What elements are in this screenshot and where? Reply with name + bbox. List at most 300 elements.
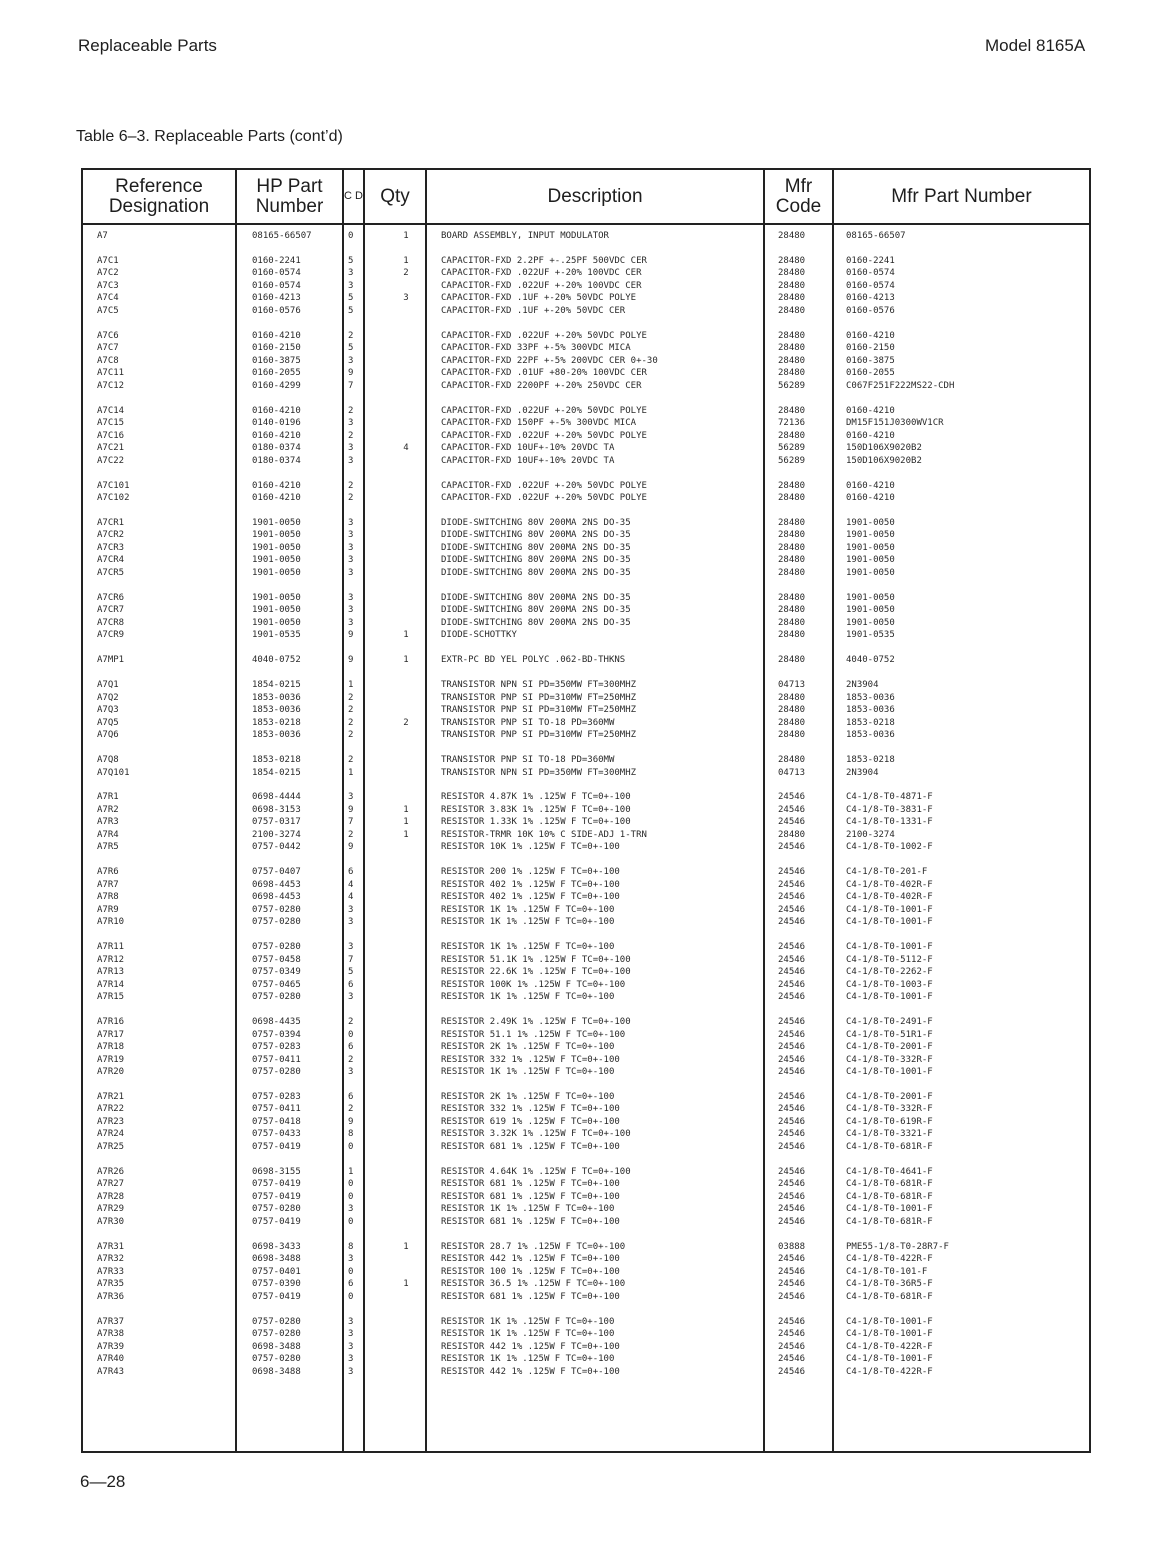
cd-digit: 3	[348, 455, 354, 466]
mfr-part-number: 0160-2055	[846, 368, 895, 379]
mfr-part-number: C4-1/8-T0-51R1-F	[846, 1029, 933, 1040]
cd-digit: 3	[348, 917, 354, 928]
mfr-code: 24546	[778, 1091, 806, 1102]
mfr-code: 24546	[778, 867, 806, 878]
col-header-cd: C D	[344, 190, 363, 202]
description: RESISTOR 681 1% .125W F TC=0+-100	[441, 1179, 620, 1190]
hp-part-number: 0757-0458	[252, 954, 301, 965]
ref-designation: A7R39	[97, 1341, 125, 1352]
mfr-code: 24546	[778, 1042, 806, 1053]
ref-designation: A7R13	[97, 967, 125, 978]
ref-designation: A7C7	[97, 343, 119, 354]
model-header: Model 8165A	[985, 36, 1086, 55]
description: CAPACITOR-FXD .01UF +80-20% 100VDC CER	[441, 368, 647, 379]
table-row	[83, 604, 1089, 617]
cd-digit: 3	[348, 443, 354, 454]
mfr-code: 24546	[778, 1254, 806, 1265]
cd-digit: 3	[348, 542, 354, 553]
mfr-code: 28480	[778, 542, 806, 553]
row-group	[83, 517, 1089, 580]
table-row	[83, 1341, 1089, 1354]
hp-part-number: 0698-4453	[252, 892, 301, 903]
row-group	[83, 330, 1089, 393]
ref-designation: A7R29	[97, 1204, 125, 1215]
hp-part-number: 0698-3155	[252, 1166, 301, 1177]
hp-part-number: 0160-0574	[252, 280, 301, 291]
description: RESISTOR 3.83K 1% .125W F TC=0+-100	[441, 804, 631, 815]
hp-part-number: 1901-0050	[252, 555, 301, 566]
ref-designation: A7R9	[97, 904, 119, 915]
mfr-code: 28480	[778, 330, 806, 341]
cd-digit: 3	[348, 355, 354, 366]
mfr-part-number: 1901-0050	[846, 592, 895, 603]
description: RESISTOR 681 1% .125W F TC=0+-100	[441, 1216, 620, 1227]
mfr-part-number: C4-1/8-T0-422R-F	[846, 1341, 933, 1352]
mfr-part-number: 1901-0050	[846, 605, 895, 616]
mfr-code: 28480	[778, 268, 806, 279]
description: RESISTOR 402 1% .125W F TC=0+-100	[441, 879, 620, 890]
cd-digit: 5	[348, 293, 354, 304]
hp-part-number: 0757-0442	[252, 842, 301, 853]
table-row	[83, 529, 1089, 542]
ref-designation: A7R1	[97, 792, 119, 803]
description: CAPACITOR-FXD 10UF+-10% 20VDC TA	[441, 443, 615, 454]
table-row	[83, 342, 1089, 355]
ref-designation: A7R30	[97, 1216, 125, 1227]
mfr-code: 24546	[778, 1216, 806, 1227]
hp-part-number: 1853-0036	[252, 692, 301, 703]
table-row	[83, 654, 1089, 667]
description: RESISTOR 4.64K 1% .125W F TC=0+-100	[441, 1166, 631, 1177]
cd-digit: 3	[348, 530, 354, 541]
ref-designation: A7Q101	[97, 767, 130, 778]
cd-digit: 3	[348, 517, 354, 528]
mfr-part-number: 1901-0535	[846, 630, 895, 641]
mfr-code: 24546	[778, 792, 806, 803]
quantity: 3	[403, 293, 409, 304]
mfr-part-number: C4-1/8-T0-402R-F	[846, 879, 933, 890]
hp-part-number: 1901-0050	[252, 567, 301, 578]
ref-designation: A7C3	[97, 280, 119, 291]
cd-digit: 2	[348, 493, 354, 504]
mfr-code: 28480	[778, 705, 806, 716]
col-header-reference: Reference Designation	[108, 175, 210, 217]
mfr-part-number: C4-1/8-T0-4871-F	[846, 792, 933, 803]
table-row	[83, 1178, 1089, 1191]
cd-digit: 0	[348, 1141, 354, 1152]
hp-part-number: 1901-0050	[252, 542, 301, 553]
table-row	[83, 1203, 1089, 1216]
cd-digit: 7	[348, 954, 354, 965]
hp-part-number: 0160-4210	[252, 430, 301, 441]
mfr-code: 28480	[778, 555, 806, 566]
mfr-code: 24546	[778, 904, 806, 915]
table-row	[83, 430, 1089, 443]
description: RESISTOR 1K 1% .125W F TC=0+-100	[441, 1329, 615, 1340]
description: CAPACITOR-FXD 33PF +-5% 300VDC MICA	[441, 343, 631, 354]
ref-designation: A7CR3	[97, 542, 125, 553]
ref-designation: A7R35	[97, 1279, 125, 1290]
cd-digit: 9	[348, 804, 354, 815]
ref-designation: A7R33	[97, 1266, 125, 1277]
mfr-code: 24546	[778, 1116, 806, 1127]
description: CAPACITOR-FXD 2.2PF +-.25PF 500VDC CER	[441, 255, 647, 266]
mfr-code: 24546	[778, 1141, 806, 1152]
mfr-part-number: 2100-3274	[846, 829, 895, 840]
mfr-part-number: C4-1/8-T0-332R-F	[846, 1104, 933, 1115]
mfr-part-number: C4-1/8-T0-4641-F	[846, 1166, 933, 1177]
cd-digit: 3	[348, 567, 354, 578]
table-row	[83, 941, 1089, 954]
cd-digit: 6	[348, 979, 354, 990]
ref-designation: A7R6	[97, 867, 119, 878]
description: RESISTOR 1K 1% .125W F TC=0+-100	[441, 1354, 615, 1365]
cd-digit: 2	[348, 1054, 354, 1065]
hp-part-number: 0757-0401	[252, 1266, 301, 1277]
description: RESISTOR 1K 1% .125W F TC=0+-100	[441, 1204, 615, 1215]
table-row	[83, 704, 1089, 717]
ref-designation: A7C11	[97, 368, 125, 379]
description: DIODE-SWITCHING 80V 200MA 2NS DO-35	[441, 617, 631, 628]
ref-designation: A7C15	[97, 418, 125, 429]
ref-designation: A7Q1	[97, 680, 119, 691]
description: RESISTOR 2K 1% .125W F TC=0+-100	[441, 1091, 615, 1102]
ref-designation: A7Q5	[97, 717, 119, 728]
table-row	[83, 280, 1089, 293]
mfr-part-number: DM15F151J0300WV1CR	[846, 418, 944, 429]
description: RESISTOR 3.32K 1% .125W F TC=0+-100	[441, 1129, 631, 1140]
mfr-code: 24546	[778, 1129, 806, 1140]
cd-digit: 5	[348, 305, 354, 316]
mfr-code: 24546	[778, 1316, 806, 1327]
description: RESISTOR 100K 1% .125W F TC=0+-100	[441, 979, 626, 990]
row-group	[83, 230, 1089, 243]
mfr-part-number: 1853-0218	[846, 717, 895, 728]
mfr-code: 28480	[778, 493, 806, 504]
row-group	[83, 592, 1089, 642]
ref-designation: A7CR9	[97, 630, 125, 641]
description: CAPACITOR-FXD .022UF +-20% 50VDC POLYE	[441, 493, 647, 504]
description: CAPACITOR-FXD 22PF +-5% 200VDC CER 0+-30	[441, 355, 658, 366]
hp-part-number: 0160-2150	[252, 343, 301, 354]
table-body	[83, 230, 1089, 1391]
hp-part-number: 0757-0390	[252, 1279, 301, 1290]
mfr-code: 24546	[778, 1204, 806, 1215]
mfr-code: 28480	[778, 430, 806, 441]
table-row	[83, 1103, 1089, 1116]
hp-part-number: 0160-0574	[252, 268, 301, 279]
mfr-part-number: 0160-4210	[846, 430, 895, 441]
description: CAPACITOR-FXD .022UF +-20% 100VDC CER	[441, 268, 642, 279]
description: RESISTOR 100 1% .125W F TC=0+-100	[441, 1266, 620, 1277]
table-row	[83, 480, 1089, 493]
parts-table	[81, 168, 1091, 1453]
mfr-part-number: 150D106X9020B2	[846, 455, 922, 466]
cd-digit: 3	[348, 1067, 354, 1078]
mfr-part-number: C4-1/8-T0-201-F	[846, 867, 928, 878]
ref-designation: A7R15	[97, 992, 125, 1003]
mfr-part-number: C4-1/8-T0-1331-F	[846, 817, 933, 828]
cd-digit: 3	[348, 792, 354, 803]
mfr-part-number: 0160-4210	[846, 493, 895, 504]
description: CAPACITOR-FXD 10UF+-10% 20VDC TA	[441, 455, 615, 466]
mfr-code: 24546	[778, 1366, 806, 1377]
col-header-hp-part: HP Part Number	[255, 175, 324, 217]
mfr-code: 28480	[778, 405, 806, 416]
mfr-part-number: 1901-0050	[846, 617, 895, 628]
ref-designation: A7CR5	[97, 567, 125, 578]
description: RESISTOR 332 1% .125W F TC=0+-100	[441, 1104, 620, 1115]
cd-digit: 3	[348, 904, 354, 915]
quantity: 2	[403, 268, 409, 279]
mfr-part-number: 1901-0050	[846, 530, 895, 541]
mfr-code: 56289	[778, 380, 806, 391]
mfr-code: 28480	[778, 755, 806, 766]
ref-designation: A7R11	[97, 942, 125, 953]
table-row	[83, 1116, 1089, 1129]
hp-part-number: 0160-2241	[252, 255, 301, 266]
mfr-part-number: C4-1/8-T0-1001-F	[846, 904, 933, 915]
table-row	[83, 1054, 1089, 1067]
mfr-part-number: C4-1/8-T0-1001-F	[846, 1067, 933, 1078]
cd-digit: 2	[348, 1104, 354, 1115]
hp-part-number: 0757-0280	[252, 904, 301, 915]
table-row	[83, 1353, 1089, 1366]
section-header: Replaceable Parts	[78, 36, 217, 55]
ref-designation: A7R17	[97, 1029, 125, 1040]
description: RESISTOR 1.33K 1% .125W F TC=0+-100	[441, 817, 631, 828]
description: RESISTOR 332 1% .125W F TC=0+-100	[441, 1054, 620, 1065]
mfr-code: 24546	[778, 1104, 806, 1115]
hp-part-number: 0757-0419	[252, 1216, 301, 1227]
cd-digit: 2	[348, 430, 354, 441]
ref-designation: A7C1	[97, 255, 119, 266]
hp-part-number: 0698-4435	[252, 1017, 301, 1028]
mfr-code: 24546	[778, 954, 806, 965]
quantity: 1	[403, 804, 409, 815]
mfr-code: 24546	[778, 1166, 806, 1177]
hp-part-number: 0757-0411	[252, 1104, 301, 1115]
description: TRANSISTOR NPN SI PD=350MW FT=300MHZ	[441, 767, 637, 778]
ref-designation: A7R14	[97, 979, 125, 990]
mfr-part-number: 1901-0050	[846, 567, 895, 578]
table-row	[83, 754, 1089, 767]
description: CAPACITOR-FXD .022UF +-20% 50VDC POLYE	[441, 405, 647, 416]
mfr-code: 56289	[778, 455, 806, 466]
hp-part-number: 0160-4210	[252, 480, 301, 491]
ref-designation: A7R21	[97, 1091, 125, 1102]
hp-part-number: 1854-0215	[252, 680, 301, 691]
table-row	[83, 1366, 1089, 1379]
cd-digit: 2	[348, 829, 354, 840]
table-row	[83, 1041, 1089, 1054]
table-row	[83, 629, 1089, 642]
description: DIODE-SWITCHING 80V 200MA 2NS DO-35	[441, 517, 631, 528]
mfr-part-number: 1901-0050	[846, 542, 895, 553]
hp-part-number: 0757-0280	[252, 1329, 301, 1340]
cd-digit: 8	[348, 1129, 354, 1140]
mfr-code: 24546	[778, 967, 806, 978]
mfr-part-number: C4-1/8-T0-422R-F	[846, 1366, 933, 1377]
cd-digit: 2	[348, 705, 354, 716]
cd-digit: 2	[348, 330, 354, 341]
table-row	[83, 1091, 1089, 1104]
table-row	[83, 1278, 1089, 1291]
table-row	[83, 717, 1089, 730]
description: RESISTOR 28.7 1% .125W F TC=0+-100	[441, 1241, 626, 1252]
mfr-code: 24546	[778, 992, 806, 1003]
mfr-code: 03888	[778, 1241, 806, 1252]
row-group	[83, 1316, 1089, 1379]
mfr-part-number: C4-1/8-T0-332R-F	[846, 1054, 933, 1065]
hp-part-number: 0698-4453	[252, 879, 301, 890]
table-row	[83, 1141, 1089, 1154]
cd-digit: 3	[348, 1366, 354, 1377]
ref-designation: A7R43	[97, 1366, 125, 1377]
quantity: 1	[403, 1279, 409, 1290]
description: DIODE-SWITCHING 80V 200MA 2NS DO-35	[441, 542, 631, 553]
ref-designation: A7R23	[97, 1116, 125, 1127]
table-row	[83, 1128, 1089, 1141]
cd-digit: 2	[348, 755, 354, 766]
hp-part-number: 0698-3488	[252, 1366, 301, 1377]
cd-digit: 0	[348, 1216, 354, 1227]
cd-digit: 7	[348, 817, 354, 828]
table-row	[83, 1291, 1089, 1304]
mfr-code: 24546	[778, 804, 806, 815]
mfr-part-number: C067F251F222MS22-CDH	[846, 380, 955, 391]
mfr-code: 24546	[778, 1029, 806, 1040]
hp-part-number: 0757-0465	[252, 979, 301, 990]
mfr-code: 28480	[778, 231, 806, 241]
cd-digit: 9	[348, 655, 354, 666]
ref-designation: A7C16	[97, 430, 125, 441]
row-group	[83, 405, 1089, 468]
table-row	[83, 729, 1089, 742]
table-row	[83, 255, 1089, 268]
mfr-code: 04713	[778, 767, 806, 778]
table-row	[83, 866, 1089, 879]
cd-digit: 3	[348, 418, 354, 429]
table-row	[83, 267, 1089, 280]
description: RESISTOR 619 1% .125W F TC=0+-100	[441, 1116, 620, 1127]
row-group	[83, 791, 1089, 854]
description: RESISTOR 36.5 1% .125W F TC=0+-100	[441, 1279, 626, 1290]
cd-digit: 9	[348, 368, 354, 379]
cd-digit: 3	[348, 1354, 354, 1365]
mfr-part-number: C4-1/8-T0-1001-F	[846, 1329, 933, 1340]
mfr-part-number: 1853-0218	[846, 755, 895, 766]
table-caption: Table 6–3. Replaceable Parts (cont’d)	[76, 128, 343, 145]
description: RESISTOR 2.49K 1% .125W F TC=0+-100	[441, 1017, 631, 1028]
mfr-part-number: C4-1/8-T0-2491-F	[846, 1017, 933, 1028]
cd-digit: 6	[348, 867, 354, 878]
quantity: 1	[403, 1241, 409, 1252]
ref-designation: A7C102	[97, 493, 130, 504]
description: DIODE-SWITCHING 80V 200MA 2NS DO-35	[441, 592, 631, 603]
ref-designation: A7Q2	[97, 692, 119, 703]
cd-digit: 4	[348, 892, 354, 903]
hp-part-number: 0757-0419	[252, 1291, 301, 1302]
hp-part-number: 0757-0280	[252, 1204, 301, 1215]
cd-digit: 3	[348, 268, 354, 279]
cd-digit: 3	[348, 617, 354, 628]
description: RESISTOR 1K 1% .125W F TC=0+-100	[441, 1067, 615, 1078]
table-row	[83, 954, 1089, 967]
ref-designation: A7C4	[97, 293, 119, 304]
hp-part-number: 1901-0050	[252, 592, 301, 603]
mfr-part-number: PME55-1/8-T0-28R7-F	[846, 1241, 949, 1252]
description: RESISTOR 1K 1% .125W F TC=0+-100	[441, 1316, 615, 1327]
ref-designation: A7C8	[97, 355, 119, 366]
cd-digit: 3	[348, 1316, 354, 1327]
mfr-part-number: C4-1/8-T0-1001-F	[846, 1354, 933, 1365]
mfr-code: 28480	[778, 630, 806, 641]
mfr-code: 04713	[778, 680, 806, 691]
mfr-part-number: C4-1/8-T0-681R-F	[846, 1191, 933, 1202]
description: DIODE-SWITCHING 80V 200MA 2NS DO-35	[441, 567, 631, 578]
mfr-part-number: C4-1/8-T0-2001-F	[846, 1091, 933, 1102]
cd-digit: 0	[348, 1179, 354, 1190]
ref-designation: A7R2	[97, 804, 119, 815]
cd-digit: 2	[348, 730, 354, 741]
row-group	[83, 654, 1089, 667]
mfr-part-number: C4-1/8-T0-3831-F	[846, 804, 933, 815]
description: RESISTOR 2K 1% .125W F TC=0+-100	[441, 1042, 615, 1053]
cd-digit: 2	[348, 1017, 354, 1028]
mfr-code: 28480	[778, 730, 806, 741]
mfr-part-number: C4-1/8-T0-2001-F	[846, 1042, 933, 1053]
table-row	[83, 1029, 1089, 1042]
hp-part-number: 1853-0218	[252, 755, 301, 766]
mfr-part-number: C4-1/8-T0-2262-F	[846, 967, 933, 978]
quantity: 1	[403, 255, 409, 266]
hp-part-number: 1901-0050	[252, 617, 301, 628]
ref-designation: A7R24	[97, 1129, 125, 1140]
description: CAPACITOR-FXD .1UF +-20% 50VDC CER	[441, 305, 626, 316]
cd-digit: 0	[348, 1191, 354, 1202]
cd-digit: 6	[348, 1091, 354, 1102]
cd-digit: 7	[348, 380, 354, 391]
ref-designation: A7R19	[97, 1054, 125, 1065]
mfr-code: 24546	[778, 942, 806, 953]
hp-part-number: 0160-4210	[252, 330, 301, 341]
cd-digit: 2	[348, 405, 354, 416]
table-row	[83, 916, 1089, 929]
mfr-part-number: 1853-0036	[846, 730, 895, 741]
cd-digit: 1	[348, 1166, 354, 1177]
ref-designation: A7Q3	[97, 705, 119, 716]
mfr-part-number: C4-1/8-T0-619R-F	[846, 1116, 933, 1127]
table-row	[83, 230, 1089, 243]
table-row	[83, 305, 1089, 318]
cd-digit: 9	[348, 1116, 354, 1127]
mfr-code: 28480	[778, 530, 806, 541]
table-row	[83, 405, 1089, 418]
table-row	[83, 692, 1089, 705]
hp-part-number: 0160-4213	[252, 293, 301, 304]
mfr-code: 28480	[778, 717, 806, 728]
ref-designation: A7R31	[97, 1241, 125, 1252]
description: RESISTOR 51.1 1% .125W F TC=0+-100	[441, 1029, 626, 1040]
mfr-part-number: C4-1/8-T0-402R-F	[846, 892, 933, 903]
mfr-part-number: 0160-0576	[846, 305, 895, 316]
mfr-part-number: 0160-4210	[846, 330, 895, 341]
ref-designation: A7R20	[97, 1067, 125, 1078]
mfr-code: 24546	[778, 979, 806, 990]
description: RESISTOR 10K 1% .125W F TC=0+-100	[441, 842, 620, 853]
table-row	[83, 492, 1089, 505]
